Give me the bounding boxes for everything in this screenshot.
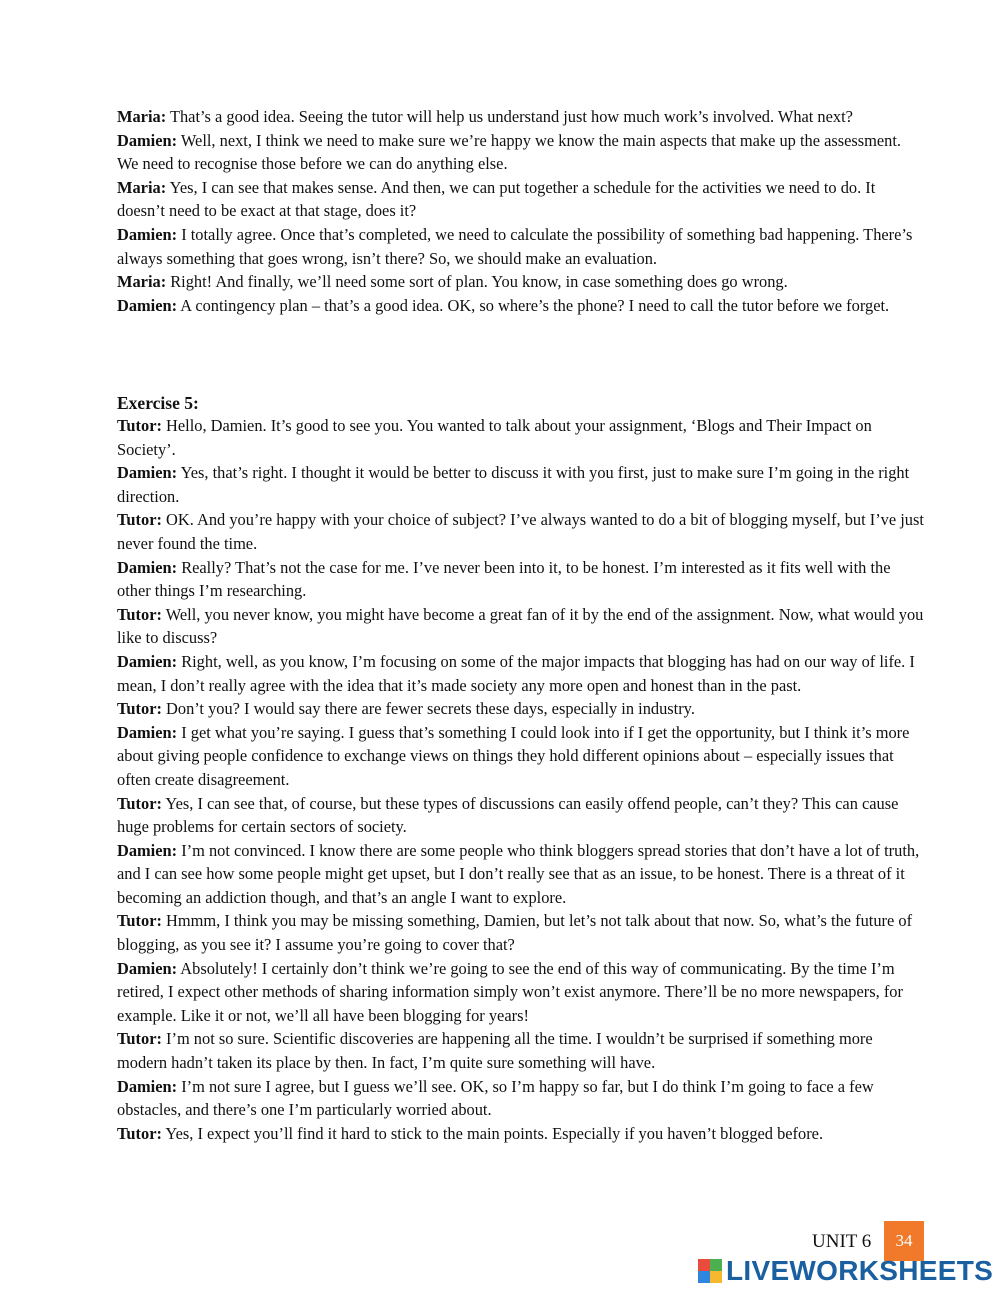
turn-text: Really? That’s not the case for me. I’ve never been into it, to be honest. I’m interested as it fits well with the other things I’m researching. [117, 557, 891, 601]
dialogue-turn [117, 105, 925, 129]
speaker-name: Damien: [117, 224, 178, 244]
dialogue-turn [117, 650, 925, 697]
turn-text: Yes, I can see that, of course, but these types of discussions can easily offend people, can’t they? This can cause huge problems for certain sectors of society. [117, 793, 899, 837]
dialogue-turn [117, 223, 925, 270]
dialogue-turn [117, 697, 925, 721]
brand-name: LIVEWORKSHEETS [726, 1255, 994, 1286]
turn-text: Don’t you? I would say there are fewer secrets these days, especially in industry. [161, 699, 695, 719]
turn-text: That’s a good idea. Seeing the tutor will help us understand just how much work’s involved. What next? [166, 107, 853, 126]
dialogue-turn [117, 294, 925, 318]
speaker-name: Maria: [117, 272, 167, 292]
dialogue-turn [117, 129, 925, 176]
speaker-name: Tutor: [117, 699, 162, 719]
speaker-name: Tutor: [117, 416, 162, 435]
speaker-name: Maria: [117, 107, 167, 126]
dialogue-part-1 [117, 105, 925, 317]
turn-text: Right! And finally, we’ll need some sort of plan. You know, in case something does go wrong. [166, 272, 788, 292]
liveworksheets-logo-icon [698, 1259, 722, 1283]
turn-text: Yes, I can see that makes sense. And then, we can put together a schedule for the activities we need to do. It doesn’t need to be exact at that stage, does it? [117, 177, 876, 221]
turn-text: OK. And you’re happy with your choice of subject? I’ve always wanted to do a bit of blogging myself, but I’ve just never found the time. [117, 510, 924, 553]
speaker-name: Tutor: [117, 793, 162, 813]
dialogue-turn [117, 1075, 925, 1122]
speaker-name: Tutor: [117, 510, 162, 530]
dialogue-turn [117, 603, 925, 650]
speaker-name: Damien: [117, 958, 178, 978]
dialogue-turn [117, 270, 925, 294]
unit-label: UNIT 6 [812, 1231, 872, 1252]
turn-text: Right, well, as you know, I’m focusing on some of the major impacts that blogging has had on our way of life. I mean, I don’t really agree with the idea that it’s made society any more open and honest than in the past. [117, 651, 915, 695]
exercise-5-section [117, 392, 925, 1145]
speaker-name: Damien: [117, 463, 178, 483]
dialogue-turn [117, 556, 925, 603]
dialogue-turn [117, 176, 925, 223]
dialogue-turn [117, 461, 925, 508]
dialogue-turn [117, 1027, 925, 1074]
speaker-name: Damien: [117, 722, 178, 742]
turn-text: Hmmm, I think you may be missing something, Damien, but let’s not talk about that now. So, what’s the future of blogging, as you see it? I assume you’re going to cover that? [117, 911, 913, 955]
speaker-name: Damien: [117, 557, 178, 577]
liveworksheets-brand[interactable] [698, 1256, 993, 1286]
speaker-name: Tutor: [117, 1029, 162, 1049]
speaker-name: Maria: [117, 177, 167, 197]
speaker-name: Damien: [117, 295, 178, 315]
dialogue-turn [117, 957, 925, 1028]
turn-text: I get what you’re saying. I guess that’s something I could look into if I get the opportunity, but I think it’s more about giving people confidence to exchange views on things they hold different opinions about – especially issues that often create disagreement. [117, 722, 910, 789]
turn-text: I’m not sure I agree, but I guess we’ll see. OK, so I’m happy so far, but I do think I’m going to face a few obstacles, and there’s one I’m particularly worried about. [117, 1076, 874, 1120]
dialogue-turn [117, 792, 925, 839]
page-number-badge: 34 [884, 1221, 924, 1261]
turn-text: Yes, that’s right. I thought it would be better to discuss it with you first, just to make sure I’m going in the right direction. [117, 463, 910, 506]
dialogue-turn [117, 1122, 925, 1146]
speaker-name: Damien: [117, 1076, 178, 1096]
dialogue-turn [117, 721, 925, 792]
speaker-name: Damien: [117, 130, 178, 150]
turn-text: A contingency plan – that’s a good idea. OK, so where’s the phone? I need to call the tutor before we forget. [177, 295, 890, 315]
turn-text: Absolutely! I certainly don’t think we’re going to see the end of this way of communicating. By the time I’m retired, I expect other methods of sharing information simply won’t exist anymore. There’ll be no more newspapers, for example. Like it or not, we’ll all have been blogging for years! [117, 958, 903, 1025]
speaker-name: Tutor: [117, 911, 162, 931]
turn-text: I’m not convinced. I know there are some people who think bloggers spread stories that don’t have a lot of truth, and I can see how some people might get upset, but I don’t really see that as an issue, to be honest. There is a threat of it becoming an addiction though, and that’s an angle I want to explore. [117, 840, 920, 907]
turn-text: Hello, Damien. It’s good to see you. You wanted to talk about your assignment, ‘Blogs and Their Impact on Society’. [117, 416, 872, 459]
speaker-name: Tutor: [117, 1123, 162, 1143]
dialogue-turn [117, 508, 925, 555]
turn-text: Yes, I expect you’ll find it hard to stick to the main points. Especially if you haven’t blogged before. [161, 1123, 824, 1143]
exercise-heading: Exercise 5: [117, 393, 199, 413]
dialogue-turn [117, 909, 925, 956]
speaker-name: Damien: [117, 840, 178, 860]
turn-text: Well, next, I think we need to make sure we’re happy we know the main aspects that make up the assessment. We need to recognise those before we can do anything else. [117, 130, 902, 174]
turn-text: Well, you never know, you might have become a great fan of it by the end of the assignment. Now, what would you like to discuss? [117, 604, 924, 648]
speaker-name: Damien: [117, 651, 178, 671]
dialogue-turn [117, 839, 925, 910]
turn-text: I totally agree. Once that’s completed, we need to calculate the possibility of something bad happening. There’s always something that goes wrong, isn’t there? So, we should make an evaluation. [117, 224, 913, 268]
speaker-name: Tutor: [117, 604, 162, 624]
dialogue-turn [117, 414, 925, 461]
dialogue-part-2 [117, 414, 925, 1145]
turn-text: I’m not so sure. Scientific discoveries are happening all the time. I wouldn’t be surprised if something more modern hadn’t taken its place by then. In fact, I’m quite sure something will have. [117, 1029, 873, 1073]
